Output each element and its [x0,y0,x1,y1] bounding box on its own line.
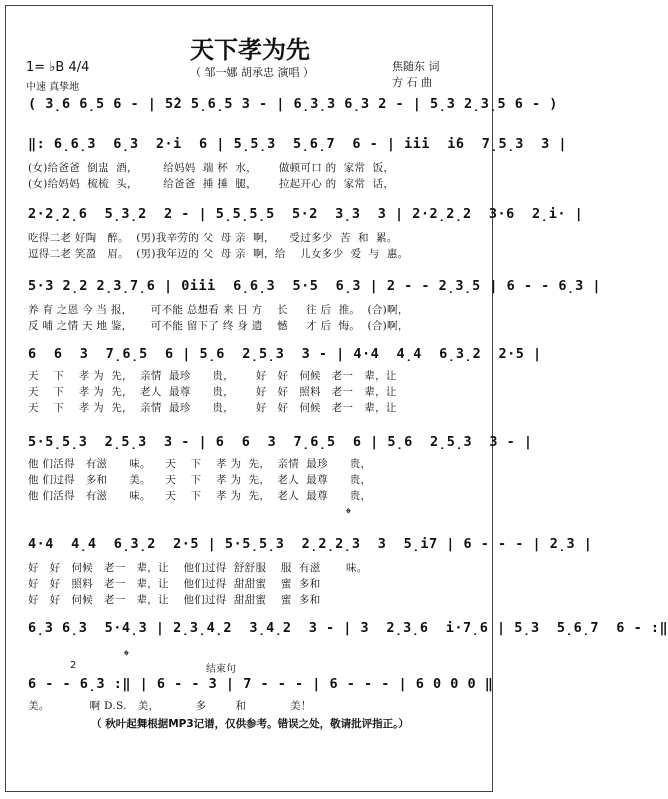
lyric-line-7b: 好 好 照料 老一 辈，让 他们过得 甜甜蜜 蜜 多和 [28,578,321,590]
singers-credit: （ 邹一娜 胡承忠 演唱 ） [190,66,314,79]
lyric-line-7a: 好 好 伺候 老一 辈，让 他们过得 舒舒服 服 有滋 味。 [28,562,368,574]
notation-line-9: 6 - - 6̣3 :‖ | 6 - - 3 | 7 - - - | 6 - - - | 6 0 0 0 ‖ [28,676,494,692]
notation-line-8: 6̣3 6̣3 5·4̣3 | 2̣3̣4̣2 3̣4̣2 3 - | 3 2̣3̣6 i·7̣6 | 5̣3 5̣6̣7 6 - :‖ [28,620,668,636]
end-phrase-label: 结束句 [206,664,236,675]
notation-line-5: 6 6 3 7̣6̣5 6 | 5̣6 2̣5̣3 3 - | 4·4 4̣4 6̣3̣2 2·5 | [28,346,542,362]
notation-line-7: 4·4 4̣4 6̣3̣2 2·5 | 5·5̣5̣3 2̣2̣2̣3 3 5̣i7 | 6 - - - | 2̣3 | [28,536,593,552]
lyric-line-6c: 他 们活得 有滋 味。 天 下 孝 为 先， 老人 最尊 贵， [28,490,372,502]
composer-credit: 方 石 曲 [392,76,432,89]
lyric-line-7c: 好 好 伺候 老一 辈，让 他们过得 甜甜蜜 蜜 多和 [28,594,321,606]
page-title: 天下孝为先 [190,36,310,64]
lyric-line-5c: 天 下 孝 为 先， 亲情 最珍 贵， 好 好 伺候 老一 辈，让 [28,402,397,414]
notation-line-3: 2·2̣2̣6 5̣3̣2 2 - | 5̣5̣5̣5 5·2 3̣3 3 | 2·2̣2̣2 3·6 2̣i· | [28,206,584,222]
lyric-line-3a: 吃得二老 好陶 醉。 (男)我辛劳的 父 母 亲 啊， 受过多少 苦 和 累。 [28,232,398,244]
lyric-line-2b: (女)给妈妈 梳梳 头， 给爸爸 捶 捶 腿， 拉起开心 的 家常 话， [28,178,395,190]
lyric-line-4a: 养 育 之恩 今 当 报， 可不能 总想看 来 日 方 长 往 后 推。 (合)啊， [28,304,409,316]
lyric-line-5a: 天 下 孝 为 先， 亲情 最珍 贵， 好 好 伺候 老一 辈，让 [28,370,397,382]
notation-line-6: 5·5̣5̣3 2̣5̣3 3 - | 6 6 3 7̣6̣5 6 | 5̣6 2̣5̣3 3 - | [28,434,533,450]
lyric-line-3b: 逗得二老 笑盈 眉。 (男)我年迈的 父 母 亲 啊，给 儿女多少 爱 与 惠。 [28,248,409,260]
lyricist-credit: 焦随东 词 [392,60,440,73]
notation-line-4: 5·3 2̣2 2̣3̣7̣6 | 0i̇i̇i 6̣6̣3 5·5 6̣3 | 2 - - 2̣3̣5 | 6 - - 6̣3 | [28,278,602,294]
tempo-marking: 中速 真挚地 [26,82,80,93]
lyric-line-6a: 他 们活得 有滋 味。 天 下 孝 为 先， 亲情 最珍 贵， [28,458,372,470]
lyric-line-9: 美。 啊 D.S. 美， 多 和 美！ [28,700,312,712]
lyric-line-4b: 反 哺 之情 天 地 鉴， 可不能 留下了 终 身 遗 憾 才 后 悔。 (合)啊， [28,320,409,332]
volta-2-label: 2 [70,660,77,671]
footer-note: （ 秋叶起舞根据MP3记谱，仅供参考。错误之处，敬请批评指正。） [91,718,409,730]
lyric-line-2a: (女)给爸爸 倒盅 酒， 给妈妈 端 杯 水， 做顿可口 的 家常 饭， [28,162,395,174]
coda-sign: 𝄌 [124,648,129,664]
key-signature: 1= ♭B 4/4 [26,60,90,75]
notation-line-2: ‖: 6̣6̣3 6̣3 2·i 6 | 5̣5̣3 5̣6̣7 6 - | i̇i̇i i̇6 7̣5̣3 3 | [28,136,568,152]
notation-line-1: ( 3̣6 6̣5 6 - | 5̇2 5̣6̣5 3 - | 6̣3̣3 6̣3 2 - | 5̣3 2̣3̣5 6 - ) [28,96,558,112]
lyric-line-5b: 天 下 孝 为 先， 老人 最尊 贵， 好 好 照料 老一 辈，让 [28,386,397,398]
lyric-line-6b: 他 们过得 多和 美。 天 下 孝 为 先， 老人 最尊 贵， [28,474,372,486]
segno-sign: 𝄌 [346,506,351,522]
